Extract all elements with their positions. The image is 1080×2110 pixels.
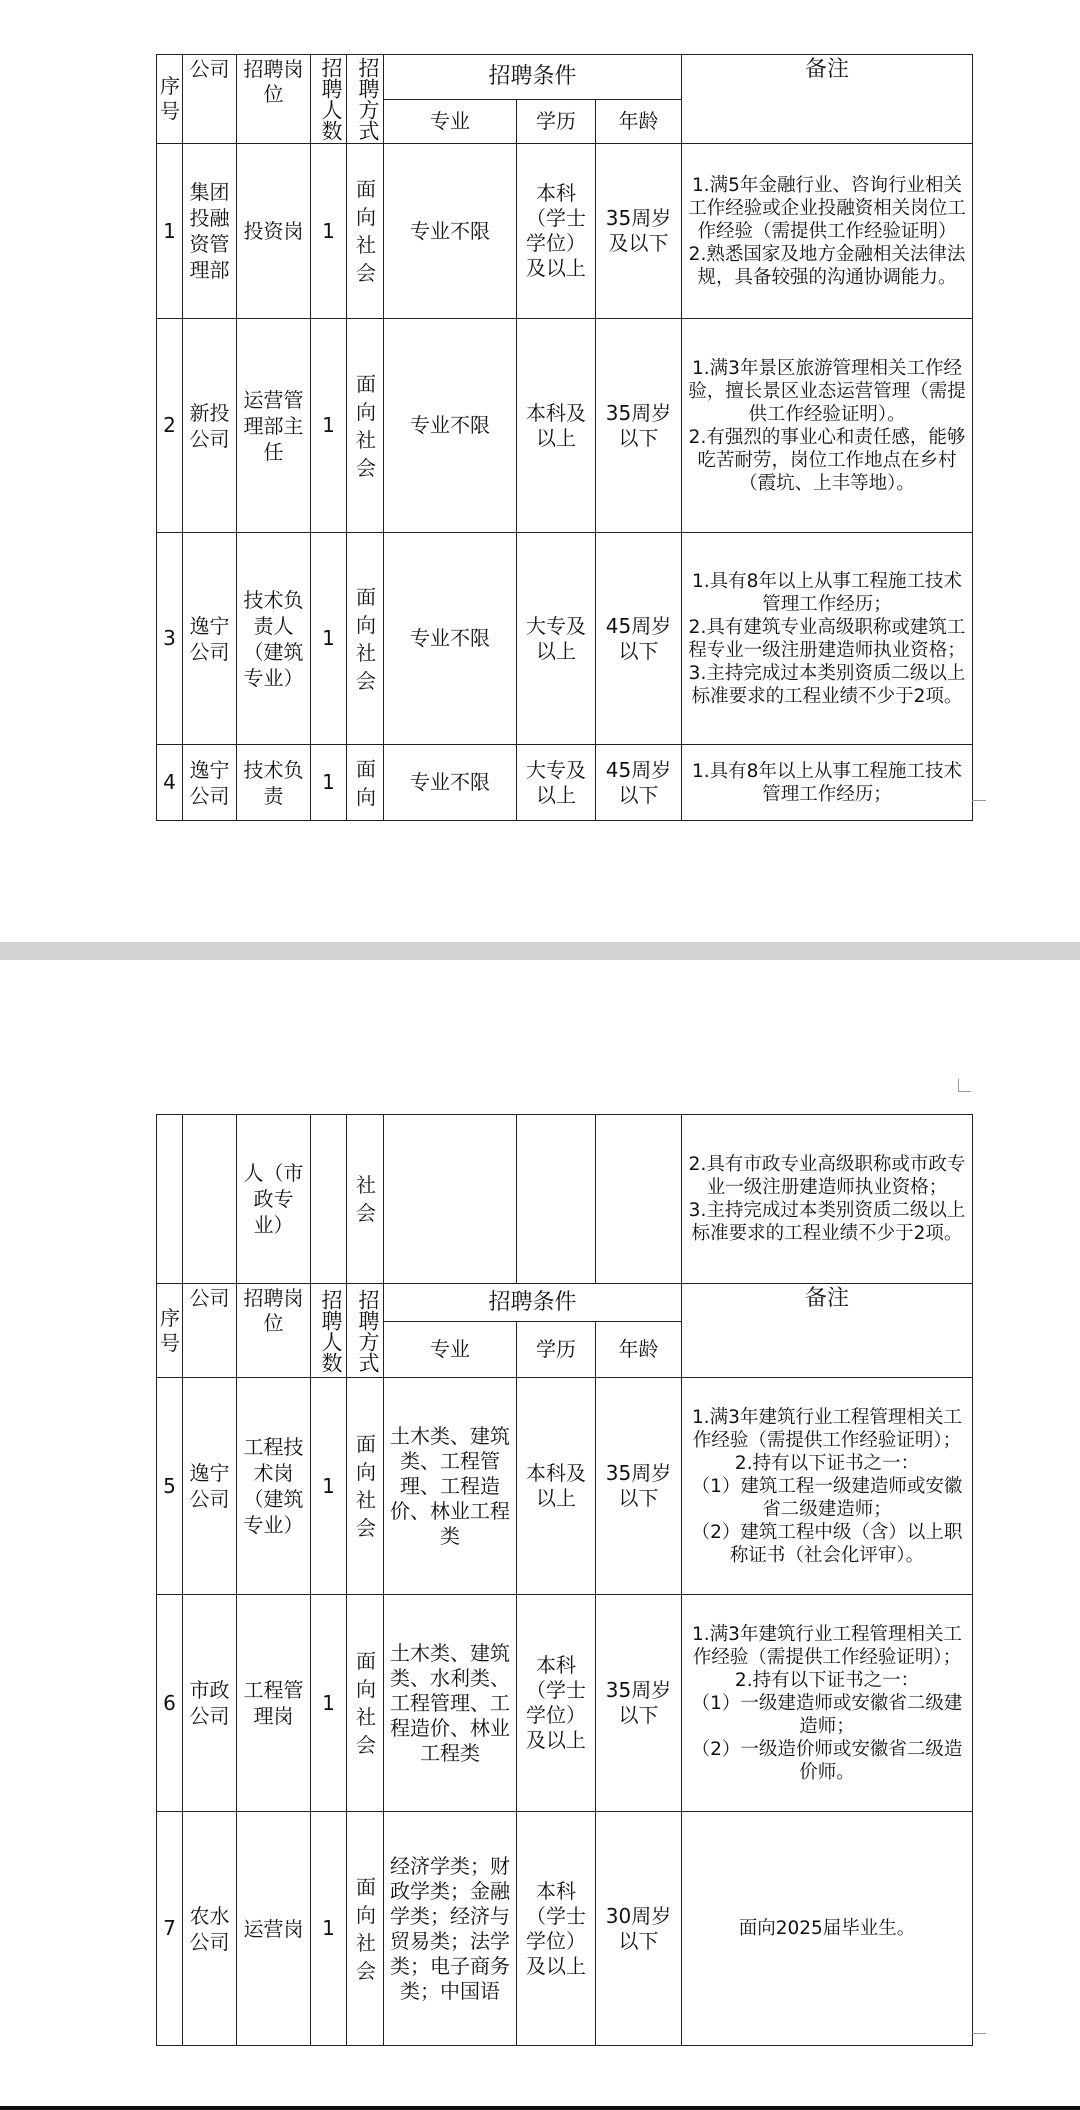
row-method: 面向社会 [347,144,384,319]
row-remarks [682,1378,973,1595]
row-education: 大专及以上 [517,745,596,821]
remark-line: 1.满3年景区旅游管理相关工作经验，擅长景区业态运营管理（需提供工作经验证明）。 [688,357,966,425]
header-seq: 序号 [157,1284,183,1378]
header-remarks: 备注 [682,1284,973,1378]
row-seq: 2 [157,319,183,533]
bottom-rule [0,2106,1080,2110]
row-count: 1 [311,1595,347,1812]
header-seq: 序号 [157,55,183,144]
remark-line: 1.具有8年以上从事工程施工技术管理工作经历； [692,570,962,615]
row-seq: 5 [157,1378,183,1595]
row-education: 本科（学士学位）及以上 [517,1595,596,1812]
row-count: 1 [311,745,347,821]
header-method: 招聘方式 [347,55,384,144]
row-education: 本科及以上 [517,319,596,533]
row-company: 逸宁公司 [183,1378,237,1595]
row-major: 专业不限 [384,319,517,533]
remark-line: （2）一级造价师或安徽省二级造价师。 [691,1738,963,1783]
row-seq: 6 [157,1595,183,1812]
row-position: 技术负责人（建筑专业） [237,533,311,745]
remark-line: 面向2025届毕业生。 [738,1918,916,1939]
row-age [596,1115,682,1284]
header-position: 招聘岗位 [237,55,311,144]
row-major: 专业不限 [384,144,517,319]
row-remarks [682,1115,973,1284]
remark-line: 2.有强烈的事业心和责任感，能够吃苦耐劳，岗位工作地点在乡村（霞坑、上丰等地）。 [688,426,966,494]
header-remarks: 备注 [682,55,973,144]
remark-line: 3.主持完成过本类别资质二级以上标准要求的工程业绩不少于2项。 [688,1200,966,1244]
header-count: 招聘人数 [311,55,347,144]
table-row [157,1595,973,1812]
row-position: 工程管理岗 [237,1595,311,1812]
row-method: 面向 [347,745,384,821]
remark-line: 1.满5年金融行业、咨询行业相关工作经验或企业投融资相关岗位工作经验（需提供工作经验证明） [688,174,966,242]
row-company: 农水公司 [183,1812,237,2046]
row-method: 面向社会 [347,1595,384,1812]
row-education [517,1115,596,1284]
row-age: 35周岁以下 [596,1378,682,1595]
row-position: 运营管理部主任 [237,319,311,533]
header-position: 招聘岗位 [237,1284,311,1378]
row-company: 新投公司 [183,319,237,533]
row-company [183,1115,237,1284]
page-1 [0,0,1080,942]
row-method: 面向社会 [347,533,384,745]
row-major: 土木类、建筑类、水利类、工程管理、工程造价、林业工程类 [384,1595,517,1812]
row-seq: 1 [157,144,183,319]
row-seq: 4 [157,745,183,821]
row-education: 本科（学士学位）及以上 [517,1812,596,2046]
row-method: 社会 [347,1115,384,1284]
remark-line: 1.满3年建筑行业工程管理相关工作经验（需提供工作经验证明）； [692,1623,962,1668]
row-method: 面向社会 [347,319,384,533]
row-age: 35周岁以下 [596,319,682,533]
row-count: 1 [311,533,347,745]
row-age: 30周岁以下 [596,1812,682,2046]
row-age: 45周岁以下 [596,533,682,745]
remark-line: （1）一级建造师或安徽省二级建造师； [691,1692,963,1737]
remark-line: 2.具有建筑专业高级职称或建筑工程专业一级注册建造师执业资格； [688,616,966,661]
remark-line: （2）建筑工程中级（含）以上职称证书（社会化评审）。 [691,1521,963,1566]
table-row [157,533,973,745]
row-remarks [682,533,973,745]
row-remarks [682,144,973,319]
row-major: 专业不限 [384,533,517,745]
row-age: 45周岁以下 [596,745,682,821]
remark-line: 1.满3年建筑行业工程管理相关工作经验（需提供工作经验证明）； [692,1406,962,1451]
remark-line: 2.持有以下证书之一： [734,1669,920,1691]
row-seq [157,1115,183,1284]
header-education: 学历 [517,99,596,144]
row-major: 土木类、建筑类、工程管理、工程造价、林业工程类 [384,1378,517,1595]
row-company: 集团投融资管理部 [183,144,237,319]
row-age: 35周岁以下 [596,1595,682,1812]
row-remarks [682,745,973,821]
remark-line: 2.熟悉国家及地方金融相关法律法规，具备较强的沟通协调能力。 [688,243,966,288]
header-company: 公司 [183,55,237,144]
row-method: 面向社会 [347,1812,384,2046]
row-major [384,1115,517,1284]
recruitment-table-page-1 [156,54,973,821]
page-corner-mark [958,1079,971,1092]
remark-line: 3.主持完成过本类别资质二级以上标准要求的工程业绩不少于2项。 [688,662,966,707]
header-conditions: 招聘条件 [384,55,682,100]
row-position: 人（市政专业） [237,1115,311,1284]
row-count [311,1115,347,1284]
row-seq: 3 [157,533,183,745]
header-major: 专业 [384,1322,517,1378]
table-row [157,319,973,533]
row-count: 1 [311,144,347,319]
table-row [157,1378,973,1595]
page-2 [0,960,1080,2110]
margin-mark [972,2033,986,2046]
header-education: 学历 [517,1322,596,1378]
row-position: 工程技术岗（建筑专业） [237,1378,311,1595]
header-conditions: 招聘条件 [384,1284,682,1322]
row-position: 投资岗 [237,144,311,319]
table-row [157,144,973,319]
row-major: 专业不限 [384,745,517,821]
row-major: 经济学类；财政学类；金融学类；经济与贸易类；法学类；电子商务类；中国语 [384,1812,517,2046]
row-company: 逸宁公司 [183,745,237,821]
header-age: 年龄 [596,99,682,144]
margin-mark [972,800,986,813]
header-row [157,1284,973,1322]
table-row [157,1115,973,1284]
header-method: 招聘方式 [347,1284,384,1378]
row-remarks [682,1595,973,1812]
table-row [157,745,973,821]
remark-line: 2.持有以下证书之一： [734,1452,920,1474]
row-remarks [682,319,973,533]
table-row [157,1812,973,2046]
row-position: 运营岗 [237,1812,311,2046]
remark-line: 2.具有市政专业高级职称或市政专业一级注册建造师执业资格； [688,1154,966,1198]
header-age: 年龄 [596,1322,682,1378]
remark-line: （1）建筑工程一级建造师或安徽省二级建造师； [691,1475,963,1520]
remark-line: 1.具有8年以上从事工程施工技术管理工作经历； [692,760,962,805]
row-company: 逸宁公司 [183,533,237,745]
row-method: 面向社会 [347,1378,384,1595]
header-major: 专业 [384,99,517,144]
page-separator [0,942,1080,960]
row-position: 技术负责 [237,745,311,821]
row-education: 本科及以上 [517,1378,596,1595]
recruitment-table-page-2 [156,1114,973,2046]
row-count: 1 [311,1812,347,2046]
header-company: 公司 [183,1284,237,1378]
row-education: 大专及以上 [517,533,596,745]
row-count: 1 [311,1378,347,1595]
row-age: 35周岁及以下 [596,144,682,319]
row-company: 市政公司 [183,1595,237,1812]
row-remarks [682,1812,973,2046]
row-education: 本科（学士学位）及以上 [517,144,596,319]
header-count: 招聘人数 [311,1284,347,1378]
row-seq: 7 [157,1812,183,2046]
row-count: 1 [311,319,347,533]
